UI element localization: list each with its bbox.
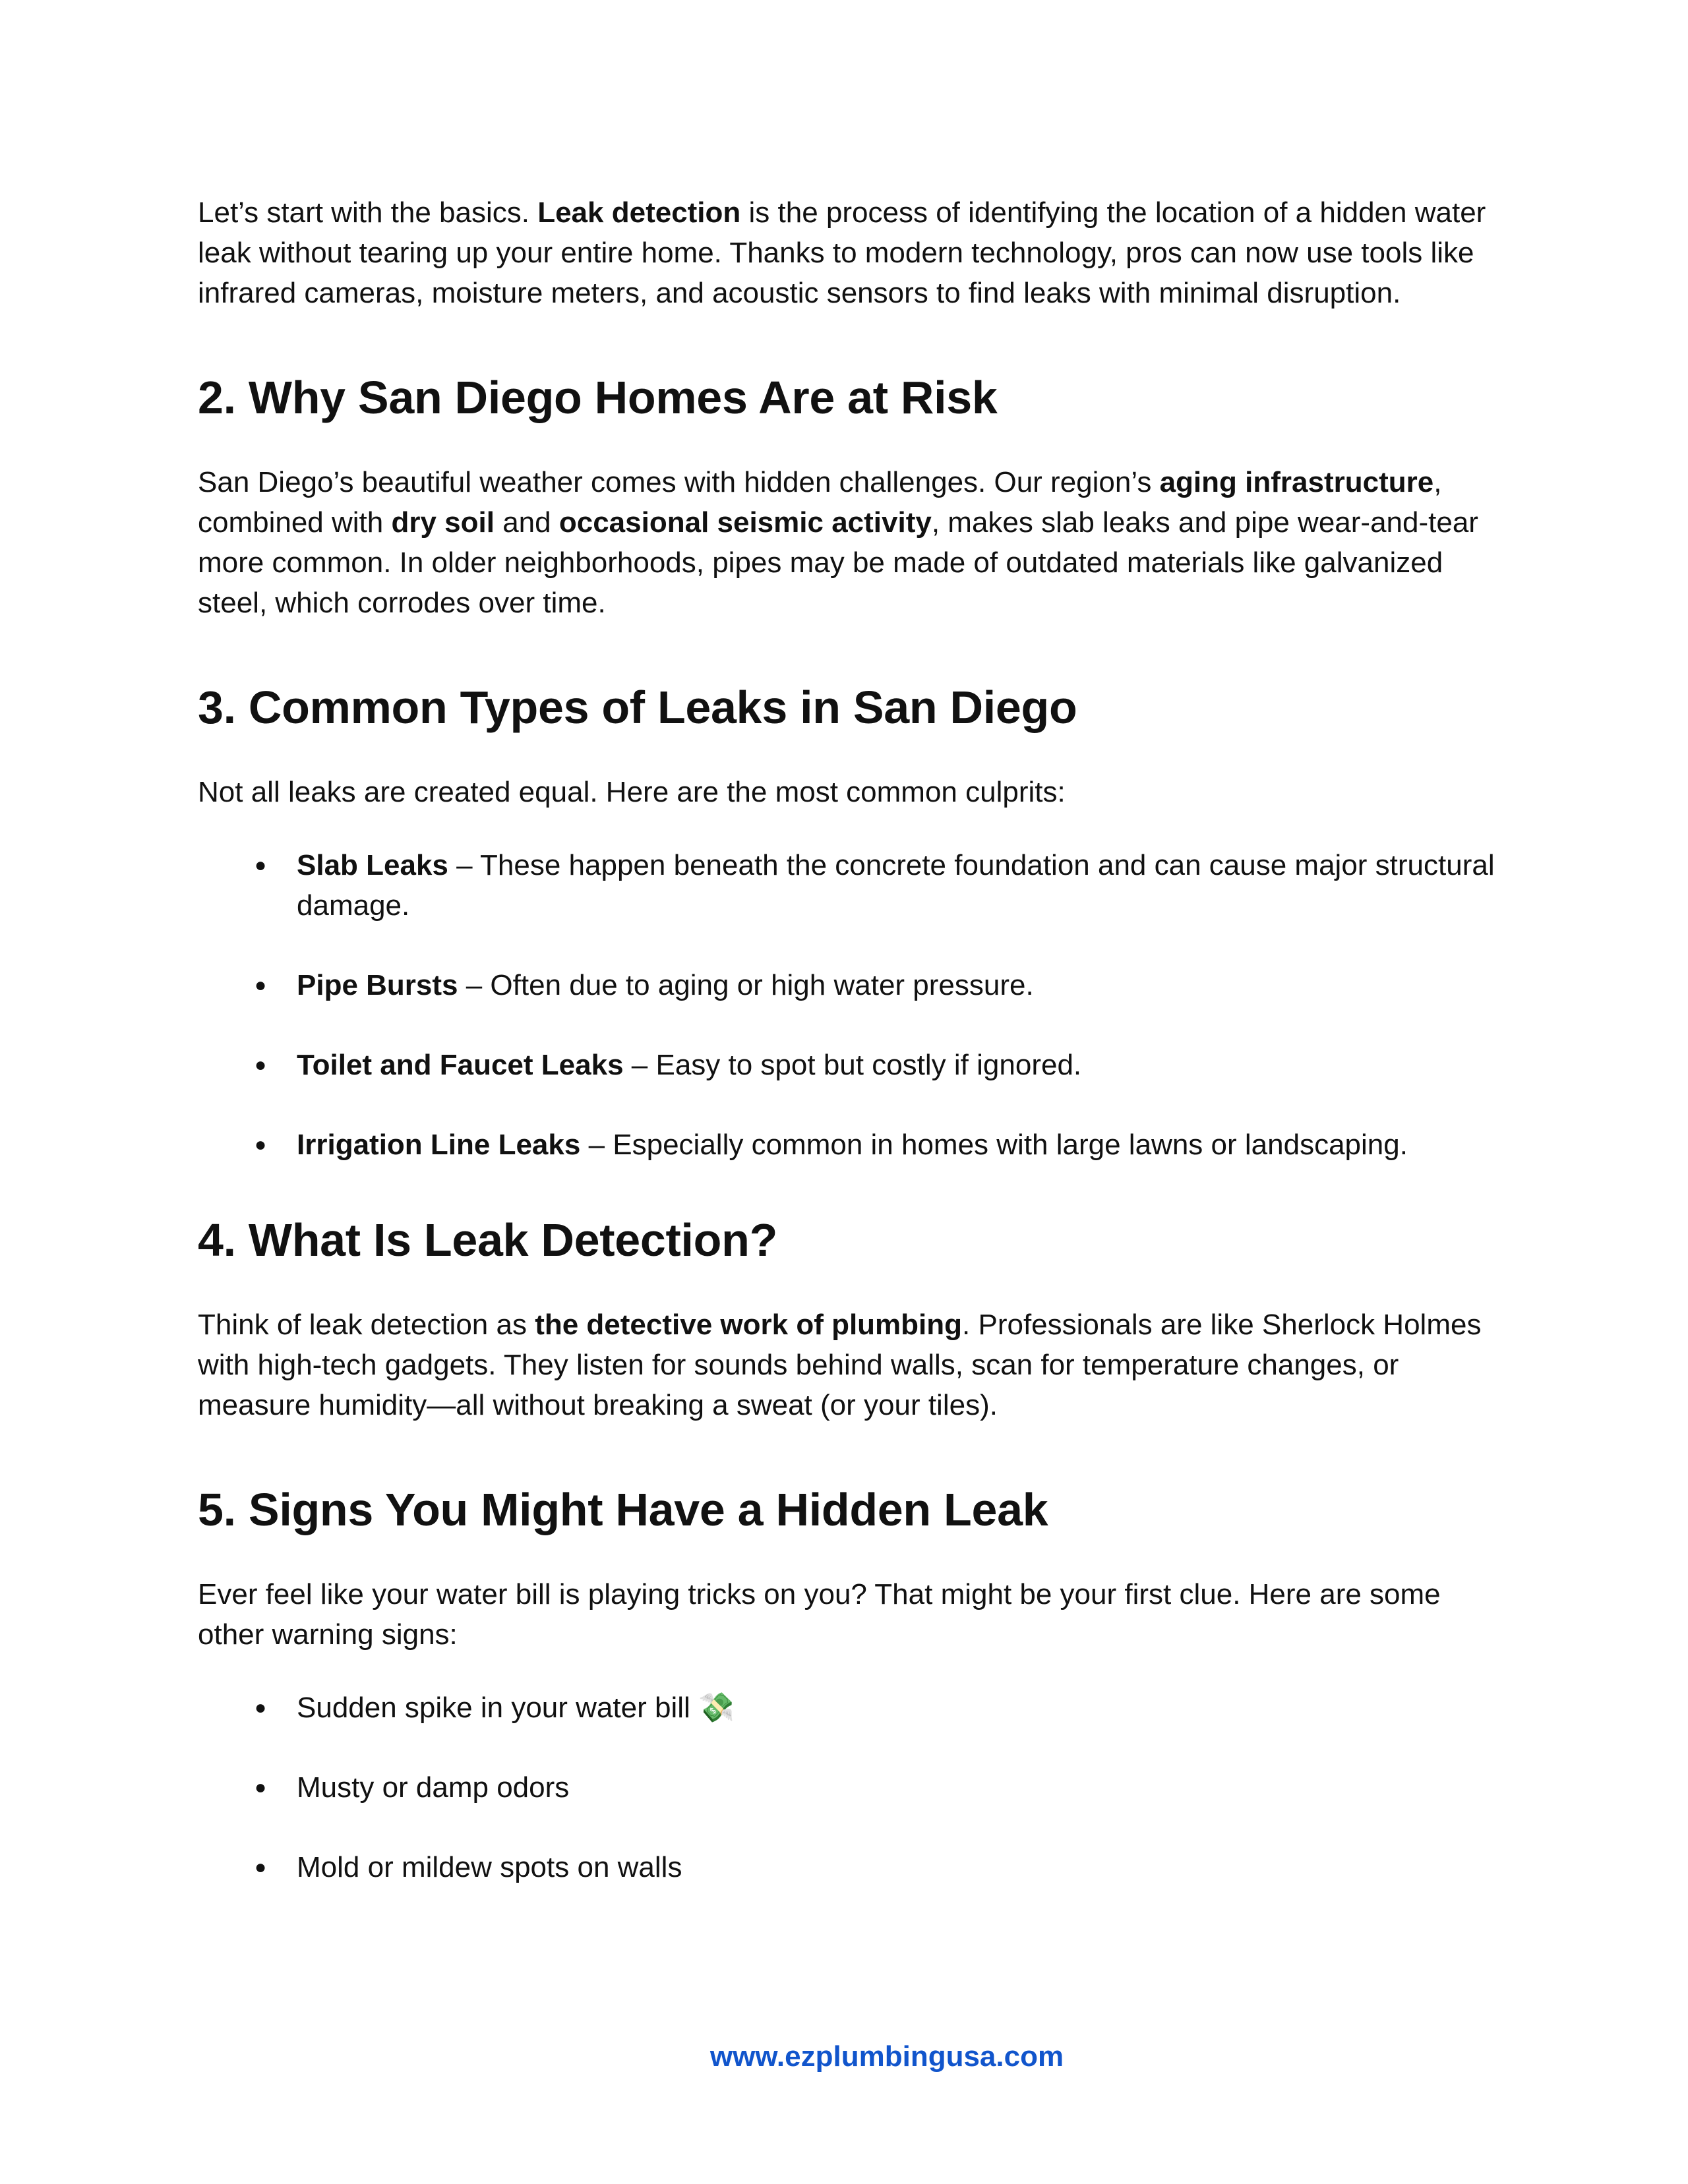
footer-link[interactable]: www.ezplumbingusa.com	[709, 2040, 1064, 2073]
list-item	[198, 965, 1510, 1005]
text-run: – Easy to spot but costly if ignored.	[623, 1049, 1082, 1081]
intro-paragraph	[198, 192, 1510, 313]
bold-text: Irrigation Line Leaks	[297, 1129, 581, 1161]
risk-paragraph	[198, 462, 1510, 623]
bold-text: the detective work of plumbing	[535, 1309, 963, 1341]
text-run: Sudden spike in your water bill	[297, 1692, 698, 1724]
text-run: San Diego’s beautiful weather comes with hidden challenges. Our region’s	[198, 466, 1160, 498]
list-item	[198, 845, 1510, 926]
bold-text: occasional seismic activity	[558, 506, 932, 539]
bold-text: dry soil	[391, 506, 495, 539]
money-with-wings-icon: 💸	[698, 1692, 735, 1724]
text-run: is the process of identifying the location of a hidden water leak without tearing up your entire home. Thanks to modern technology, pros can now use tools like infrared cameras, moisture meters, and acoustic sensors to find leaks with minimal disruption.	[198, 196, 1486, 309]
document-page	[198, 192, 1510, 1887]
text-run: Think of leak detection as	[198, 1309, 535, 1341]
list-item	[198, 1125, 1510, 1165]
detection-paragraph	[198, 1305, 1510, 1425]
types-intro: Not all leaks are created equal. Here are the most common culprits:	[198, 776, 1066, 808]
section-heading-detection: 4. What Is Leak Detection?	[198, 1214, 778, 1266]
text-run: Let’s start with the basics.	[198, 196, 538, 229]
text-run: . Professionals are like Sherlock Holmes with high-tech gadgets. They listen for sounds behind walls, scan for temperature changes, or measure humidity—all without breaking a sweat (or your tiles).	[198, 1309, 1482, 1421]
bullet-icon: ●	[254, 1134, 267, 1156]
bold-text: Toilet and Faucet Leaks	[297, 1049, 624, 1081]
section-heading-risk: 2. Why San Diego Homes Are at Risk	[198, 372, 998, 423]
bullet-icon: ●	[254, 1777, 267, 1798]
text-run: Musty or damp odors	[297, 1771, 570, 1804]
list-item	[198, 1045, 1510, 1085]
text-run: and	[494, 506, 559, 539]
bold-text: aging infrastructure	[1159, 466, 1434, 498]
section-heading-types: 3. Common Types of Leaks in San Diego	[198, 682, 1077, 733]
text-run: , makes slab leaks and pipe wear-and-tear more common. In older neighborhoods, pipes may be made of outdated materials like galvanized steel, which corrodes over time.	[198, 506, 1478, 619]
bold-text: Slab Leaks	[297, 849, 448, 881]
text-run: – Often due to aging or high water pressure.	[458, 969, 1034, 1001]
text-run: Mold or mildew spots on walls	[297, 1851, 682, 1883]
text-run: – Especially common in homes with large lawns or landscaping.	[580, 1129, 1408, 1161]
bold-text: Pipe Bursts	[297, 969, 458, 1001]
warning-signs-list	[198, 1688, 1510, 1887]
signs-intro: Ever feel like your water bill is playing tricks on you? That might be your first clue. Here are some other warning signs:	[198, 1578, 1441, 1651]
list-item	[198, 1767, 1510, 1808]
text-run: – These happen beneath the concrete foundation and can cause major structural damage.	[297, 849, 1495, 922]
bullet-icon: ●	[254, 854, 267, 876]
text-run: , combined with	[198, 466, 1442, 539]
bullet-icon: ●	[254, 1697, 267, 1719]
bullet-icon: ●	[254, 1054, 267, 1076]
leak-types-list	[198, 845, 1510, 1165]
bullet-icon: ●	[254, 1856, 267, 1878]
list-item	[198, 1688, 1510, 1728]
bullet-icon: ●	[254, 974, 267, 996]
section-heading-signs: 5. Signs You Might Have a Hidden Leak	[198, 1484, 1048, 1535]
bold-text: Leak detection	[537, 196, 741, 229]
list-item	[198, 1847, 1510, 1887]
